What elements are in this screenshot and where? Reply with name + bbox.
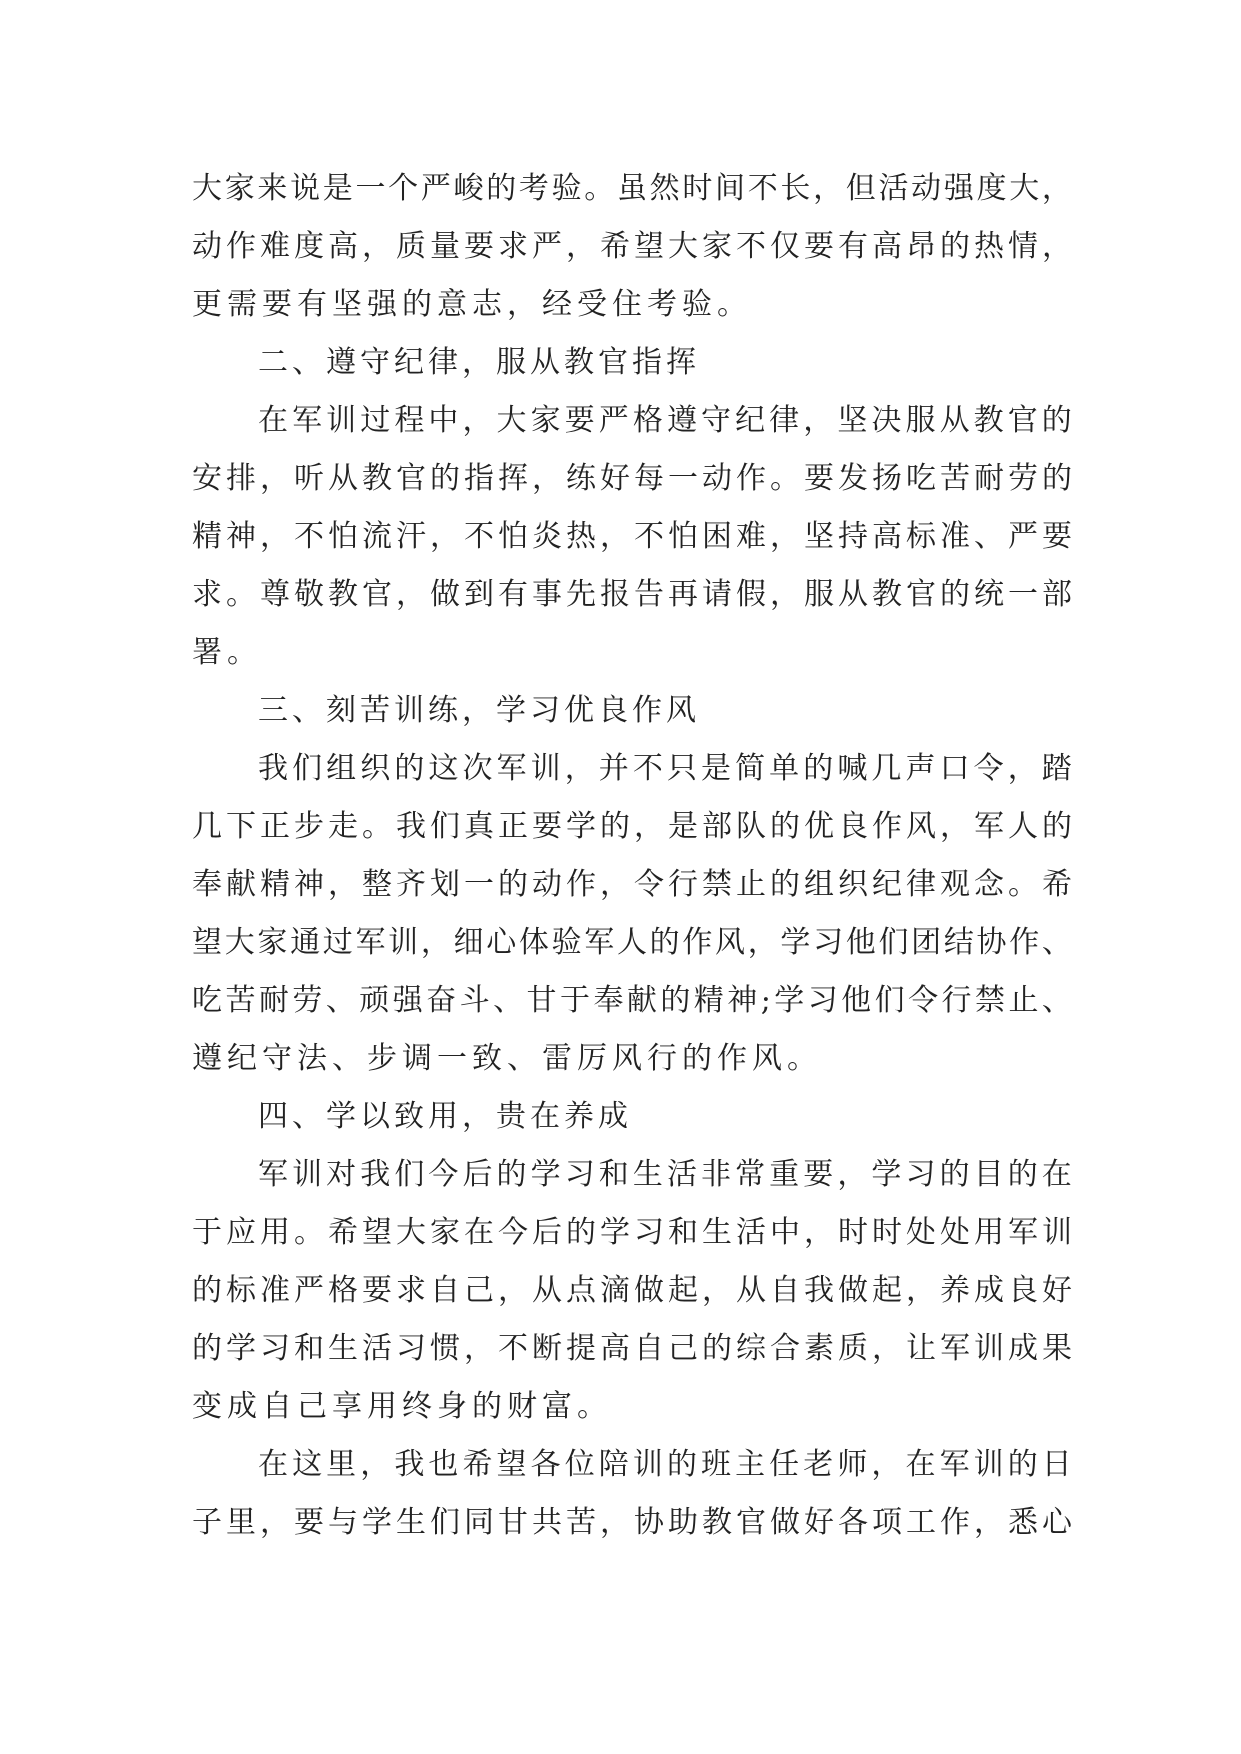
section-heading: 二、遵守纪律，服从教官指挥 [258, 345, 700, 380]
paragraph-line: 望 大 家 通 过 军 训 ， 细 心 体 验 军 人 的 作 风 ， 学 习 他 们 团 结 协 作 、 [192, 925, 1072, 960]
paragraph-line: 大 家 来 说 是 一 个 严 峻 的 考 验 。 虽 然 时 间 不 长 ， 但 活 动 强 度 大 ， [192, 171, 1072, 206]
paragraph-line: 军 训 对 我 们 今 后 的 学 习 和 生 活 非 常 重 要 ， 学 习 的 目 的 在 [258, 1157, 1072, 1192]
paragraph-line: 变成自己享用终身的财富。 [192, 1389, 612, 1424]
paragraph-line: 更需要有坚强的意志，经受住考验。 [192, 287, 752, 322]
paragraph-line: 子 里 ， 要 与 学 生 们 同 甘 共 苦 ， 协 助 教 官 做 好 各 项 工 作 ， 悉 心 [192, 1505, 1072, 1540]
paragraph-line: 求 。 尊 敬 教 官 ， 做 到 有 事 先 报 告 再 请 假 ， 服 从 教 官 的 统 一 部 [192, 577, 1072, 612]
paragraph-line: 遵纪守法、步调一致、雷厉风行的作风。 [192, 1041, 822, 1076]
paragraph-line: 于 应 用 。 希 望 大 家 在 今 后 的 学 习 和 生 活 中 ， 时 时 处 处 用 军 训 [192, 1215, 1072, 1250]
paragraph-line: 的 标 准 严 格 要 求 自 己 ， 从 点 滴 做 起 ， 从 自 我 做 起 ， 养 成 良 好 [192, 1273, 1072, 1308]
paragraph-line: 几 下 正 步 走 。 我 们 真 正 要 学 的 ， 是 部 队 的 优 良 作 风 ， 军 人 的 [192, 809, 1072, 844]
paragraph-line: 奉 献 精 神 ， 整 齐 划 一 的 动 作 ， 令 行 禁 止 的 组 织 纪 律 观 念 。 希 [192, 867, 1072, 902]
section-heading: 四、学以致用，贵在养成 [258, 1099, 632, 1134]
document-body [192, 160, 1072, 1552]
paragraph-line: 我 们 组 织 的 这 次 军 训 ， 并 不 只 是 简 单 的 喊 几 声 口 令 ， 踏 [258, 751, 1072, 786]
paragraph-line: 安 排 ， 听 从 教 官 的 指 挥 ， 练 好 每 一 动 作 。 要 发 扬 吃 苦 耐 劳 的 [192, 461, 1072, 496]
paragraph-line: 署。 [192, 635, 262, 670]
section-heading: 三、刻苦训练，学习优良作风 [258, 693, 700, 728]
paragraph-line: 动 作 难 度 高 ， 质 量 要 求 严 ， 希 望 大 家 不 仅 要 有 高 昂 的 热 情 ， [192, 229, 1072, 264]
paragraph-line: 吃 苦 耐 劳 、 顽 强 奋 斗 、 甘 于 奉 献 的 精 神 ; 学 习 他 们 令 行 禁 止 、 [192, 983, 1072, 1018]
paragraph-line: 的 学 习 和 生 活 习 惯 ， 不 断 提 高 自 己 的 综 合 素 质 ， 让 军 训 成 果 [192, 1331, 1072, 1366]
paragraph-line: 在 这 里 ， 我 也 希 望 各 位 陪 训 的 班 主 任 老 师 ， 在 军 训 的 日 [258, 1447, 1072, 1482]
paragraph-line: 在 军 训 过 程 中 ， 大 家 要 严 格 遵 守 纪 律 ， 坚 决 服 从 教 官 的 [258, 403, 1072, 438]
paragraph-line: 精 神 ， 不 怕 流 汗 ， 不 怕 炎 热 ， 不 怕 困 难 ， 坚 持 高 标 准 、 严 要 [192, 519, 1072, 554]
